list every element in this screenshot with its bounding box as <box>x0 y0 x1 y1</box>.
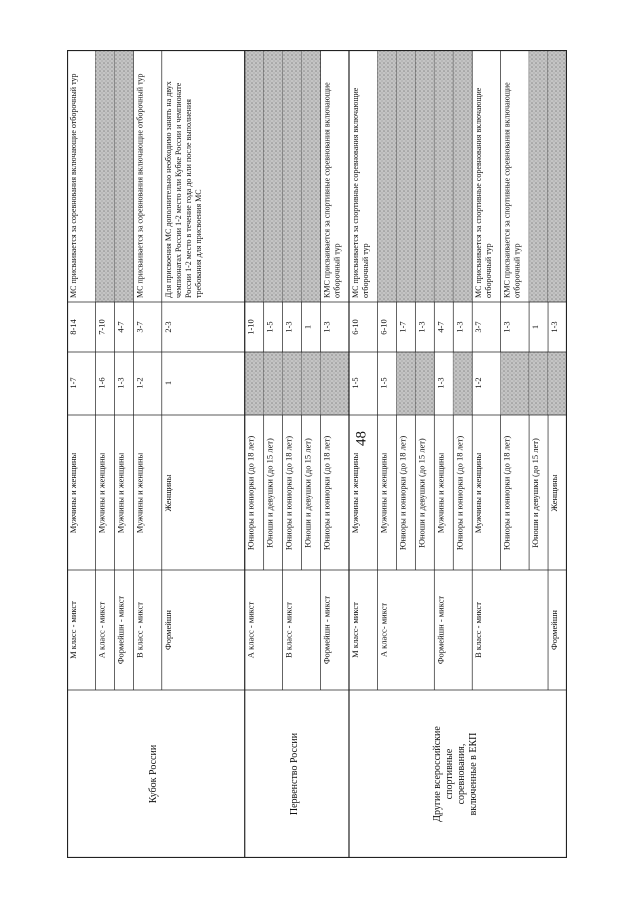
category-cell: Мужчины и женщины <box>349 452 360 534</box>
shaded-cell <box>396 352 415 415</box>
note-cell: КМС присваивается за спортивные соревнования включающие <box>502 82 512 298</box>
shaded-cell <box>548 352 567 415</box>
note-cell: требования для присвоения МС <box>193 189 203 298</box>
category-cell: Мужчины и женщины <box>473 452 484 534</box>
note-cell: КМС присваивается за спортивные соревнования включающие <box>322 82 332 298</box>
note-cell: отборочный тур <box>484 243 494 298</box>
place-range-1: 1-5 <box>378 377 389 389</box>
shaded-cell <box>529 50 548 302</box>
shaded-cell <box>95 50 114 302</box>
note-cell: МС присваивается за спортивные соревнования включающие <box>350 87 360 298</box>
shaded-cell <box>501 352 529 415</box>
shaded-cell <box>415 50 434 302</box>
shaded-cell <box>245 50 264 302</box>
class-cell: Формейшн - микст <box>321 595 332 665</box>
shaded-cell <box>321 352 349 415</box>
place-range-1: 1-6 <box>96 377 107 389</box>
category-cell: Юноши и девушки (до 15 лет) <box>264 438 275 548</box>
category-cell: Юниоры и юниорки (до 18 лет) <box>245 435 256 551</box>
category-cell: Женщины <box>549 474 560 512</box>
place-range-2: 1-3 <box>454 321 465 333</box>
category-cell: Мужчины и женщины <box>435 452 446 534</box>
shaded-cell <box>434 50 453 302</box>
shaded-cell <box>415 352 434 415</box>
class-cell: В класс - микст <box>473 602 484 658</box>
place-range-1: 1-2 <box>134 377 145 389</box>
note-cell: отборочный тур <box>332 243 342 298</box>
shaded-cell <box>114 50 133 302</box>
shaded-cell <box>302 50 321 302</box>
place-range-2: 1-7 <box>397 321 408 333</box>
group-name: Другие всероссийские <box>431 726 443 822</box>
category-cell: Юниоры и юниорки (до 18 лет) <box>321 435 332 551</box>
class-cell: Формейшн - микст <box>115 595 126 665</box>
category-cell: Мужчины и женщины <box>68 452 78 534</box>
place-range-2: 1-3 <box>283 321 294 333</box>
place-range-2: 1 <box>530 324 541 330</box>
category-cell: Женщины <box>162 474 173 512</box>
place-range-1: 1 <box>162 380 173 386</box>
shaded-cell <box>377 50 396 302</box>
category-cell: Юноши и девушки (до 15 лет) <box>416 438 427 548</box>
place-range-2: 2-3 <box>162 321 173 333</box>
category-cell: Мужчины и женщины <box>115 452 126 534</box>
shaded-cell <box>302 352 321 415</box>
note-cell: России 1-2 место в течение года до или после выполнения <box>183 99 193 298</box>
place-range-2: 6-10 <box>349 319 360 335</box>
group-name: включенные в ЕКП <box>467 732 479 816</box>
category-cell: Юноши и девушки (до 15 лет) <box>302 438 313 548</box>
place-range-1: 1-7 <box>68 377 78 389</box>
rotated-table <box>67 50 567 858</box>
shaded-cell <box>529 352 548 415</box>
place-range-2: 8-14 <box>68 319 78 335</box>
category-cell: Мужчины и женщины <box>134 452 145 534</box>
place-range-2: 6-10 <box>378 319 389 335</box>
place-range-1: 1-5 <box>349 377 360 389</box>
note-cell: Для присвоения МС дополнительно необходимо занять на двух <box>163 81 173 298</box>
place-range-2: 4-7 <box>115 321 126 333</box>
class-cell: Формейшн - микст <box>435 595 446 665</box>
class-cell: В класс - микст <box>134 602 145 658</box>
place-range-2: 3-7 <box>473 321 484 333</box>
place-range-2: 4-7 <box>435 321 446 333</box>
place-range-1: 1-3 <box>115 377 126 389</box>
shaded-cell <box>283 352 302 415</box>
class-cell: М класс - микст <box>68 601 78 659</box>
category-cell: Юноши и девушки (до 15 лет) <box>530 438 541 548</box>
place-range-2: 1-3 <box>416 321 427 333</box>
category-cell: Мужчины и женщины <box>96 452 107 534</box>
class-cell: А класс- микст <box>378 602 389 658</box>
shaded-cell <box>245 352 264 415</box>
class-cell: А класс - микст <box>245 601 256 659</box>
note-cell: отборочный тур <box>512 243 522 298</box>
shaded-cell <box>453 352 472 415</box>
note-cell: МС присваивается за соревнования включающие отборочный тур <box>135 73 145 298</box>
place-range-2: 1-10 <box>245 319 256 335</box>
category-cell: Юниоры и юниорки (до 18 лет) <box>283 435 294 551</box>
category-cell: Юниоры и юниорки (до 18 лет) <box>397 435 408 551</box>
category-cell: Юниоры и юниорки (до 18 лет) <box>454 435 465 551</box>
place-range-2: 1-3 <box>549 321 560 333</box>
category-cell: Юниоры и юниорки (до 18 лет) <box>501 435 512 551</box>
note-cell: МС присваивается за спортивные соревнования включающие <box>474 87 484 298</box>
note-cell: чемпионатах России 1-2 место или Кубке России и чемпионате <box>173 82 183 298</box>
place-range-1: 1-3 <box>435 377 446 389</box>
group-name: Первенство России <box>288 732 300 816</box>
class-cell: М класс- микст <box>349 602 360 658</box>
place-range-2: 7-10 <box>96 319 107 335</box>
class-cell: Формейшн <box>162 610 173 650</box>
classification-table <box>67 50 567 858</box>
shaded-cell <box>548 50 567 302</box>
page-number: 48 <box>353 431 370 446</box>
group-name: спортивные <box>443 748 455 800</box>
category-cell: Мужчины и женщины <box>378 452 389 534</box>
place-range-2: 3-7 <box>134 321 145 333</box>
class-cell: В класс - микст <box>283 602 294 658</box>
note-cell: отборочный тур <box>360 243 370 298</box>
place-range-2: 1-3 <box>501 321 512 333</box>
place-range-2: 1 <box>302 324 313 330</box>
shaded-cell <box>264 50 283 302</box>
place-range-1: 1-2 <box>473 377 484 389</box>
shaded-cell <box>396 50 415 302</box>
shaded-cell <box>283 50 302 302</box>
place-range-2: 1-5 <box>264 321 275 333</box>
place-range-2: 1-3 <box>321 321 332 333</box>
shaded-cell <box>264 352 283 415</box>
group-name: соревнования, <box>455 743 467 805</box>
group-name: Кубок России <box>147 744 159 804</box>
class-cell: Формейшн <box>549 610 560 650</box>
note-cell: МС присваивается за соревнования включающие отборочный тур <box>69 73 78 298</box>
shaded-cell <box>453 50 472 302</box>
class-cell: А класс - микст <box>96 601 107 659</box>
